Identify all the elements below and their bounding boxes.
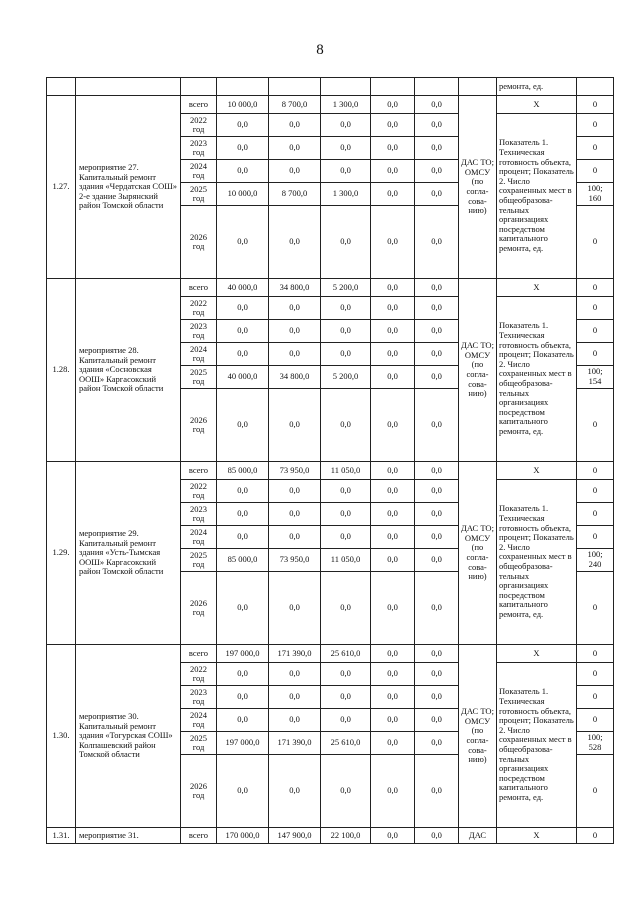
header-cell (217, 78, 269, 96)
indicator-value-cell: 0 (577, 96, 614, 114)
indicator-value-cell: 0 (577, 462, 614, 480)
value-cell: 0,0 (371, 645, 415, 663)
value-cell: 0,0 (269, 160, 321, 183)
value-cell: 0,0 (321, 755, 371, 828)
value-cell: 197 000,0 (217, 645, 269, 663)
measure-index: 1.29. (47, 462, 76, 645)
value-cell: 73 950,0 (269, 462, 321, 480)
indicator-value-cell: 0 (577, 160, 614, 183)
value-cell: 0,0 (321, 320, 371, 343)
value-cell: 0,0 (415, 732, 459, 755)
value-cell: 0,0 (371, 686, 415, 709)
value-cell: 171 390,0 (269, 645, 321, 663)
year-label: 2026 год (181, 755, 217, 828)
value-cell: 0,0 (371, 343, 415, 366)
value-cell: 11 050,0 (321, 462, 371, 480)
indicator-value-cell: 0 (577, 663, 614, 686)
value-cell: 0,0 (415, 366, 459, 389)
year-label: 2026 год (181, 572, 217, 645)
header-cell (269, 78, 321, 96)
value-cell: 0,0 (321, 343, 371, 366)
value-cell: 0,0 (269, 297, 321, 320)
value-cell: 0,0 (415, 645, 459, 663)
value-cell: 10 000,0 (217, 183, 269, 206)
value-cell: 0,0 (415, 206, 459, 279)
value-cell: 0,0 (415, 297, 459, 320)
value-cell: 147 900,0 (269, 828, 321, 844)
indicator-value-cell: 0 (577, 480, 614, 503)
value-cell: 0,0 (321, 503, 371, 526)
value-cell: 0,0 (217, 572, 269, 645)
value-cell: 0,0 (415, 828, 459, 844)
responsible-cell: ДАС ТО; ОМСУ (по согла-сова-нию) (459, 462, 497, 645)
value-cell: 0,0 (415, 709, 459, 732)
value-cell: 0,0 (321, 686, 371, 709)
value-cell: 0,0 (269, 389, 321, 462)
value-cell: 0,0 (371, 828, 415, 844)
responsible-cell: ДАС ТО; ОМСУ (по согла-сова-нию) (459, 96, 497, 279)
value-cell: 0,0 (217, 389, 269, 462)
responsible-cell: ДАС ТО; ОМСУ (по согла-сова-нию) (459, 279, 497, 462)
table-row (47, 279, 614, 297)
value-cell: 171 390,0 (269, 732, 321, 755)
table-row (47, 645, 614, 663)
value-cell: 0,0 (217, 663, 269, 686)
value-cell: 0,0 (217, 503, 269, 526)
indicator-value-cell: 100; 528 (577, 732, 614, 755)
value-cell: 0,0 (371, 480, 415, 503)
indicator-value-cell: 100; 154 (577, 366, 614, 389)
year-label: 2022 год (181, 480, 217, 503)
indicator-value-cell: 0 (577, 114, 614, 137)
value-cell: 0,0 (371, 279, 415, 297)
year-label: 2024 год (181, 709, 217, 732)
target-cell: Х (497, 96, 577, 114)
value-cell: 0,0 (217, 320, 269, 343)
table-row (47, 96, 614, 114)
indicator-value-cell: 0 (577, 686, 614, 709)
total-label: всего (181, 828, 217, 844)
value-cell: 0,0 (415, 462, 459, 480)
value-cell: 197 000,0 (217, 732, 269, 755)
year-label: 2023 год (181, 320, 217, 343)
page-number: 8 (316, 42, 324, 58)
indicator-value-cell: 0 (577, 526, 614, 549)
header-cell (371, 78, 415, 96)
budget-table (46, 77, 614, 844)
value-cell: 0,0 (371, 549, 415, 572)
header-cell (321, 78, 371, 96)
target-cell: Х (497, 828, 577, 844)
value-cell: 0,0 (217, 206, 269, 279)
year-label: 2024 год (181, 160, 217, 183)
value-cell: 0,0 (321, 137, 371, 160)
year-label: 2024 год (181, 343, 217, 366)
year-label: 2025 год (181, 183, 217, 206)
target-cell: Х (497, 645, 577, 663)
responsible-cell: ДАС ТО; ОМСУ (по согла-сова-нию) (459, 645, 497, 828)
indicator-cell: Показатель 1. Техническая готовность объекта, процент; Показатель 2. Число сохраненных мест в общеобразова-тельных организациях посредством капитального ремонта, ед. (497, 114, 577, 279)
value-cell: 0,0 (371, 526, 415, 549)
indicator-value-cell: 100; 160 (577, 183, 614, 206)
value-cell: 0,0 (217, 297, 269, 320)
value-cell: 0,0 (269, 686, 321, 709)
value-cell: 22 100,0 (321, 828, 371, 844)
header-cell (76, 78, 181, 96)
value-cell: 0,0 (269, 709, 321, 732)
value-cell: 0,0 (269, 114, 321, 137)
value-cell: 0,0 (217, 686, 269, 709)
value-cell: 0,0 (217, 343, 269, 366)
year-label: 2025 год (181, 732, 217, 755)
header-continuation-row (47, 78, 614, 96)
value-cell: 0,0 (371, 389, 415, 462)
value-cell: 11 050,0 (321, 549, 371, 572)
indicator-value-cell: 0 (577, 297, 614, 320)
value-cell: 0,0 (415, 389, 459, 462)
indicator-cell: Показатель 1. Техническая готовность объекта, процент; Показатель 2. Число сохраненных мест в общеобразова-тельных организациях посредством капитального ремонта, ед. (497, 297, 577, 462)
value-cell: 0,0 (321, 114, 371, 137)
value-cell: 0,0 (371, 709, 415, 732)
indicator-value-cell: 100; 240 (577, 549, 614, 572)
value-cell: 0,0 (321, 389, 371, 462)
value-cell: 0,0 (269, 755, 321, 828)
value-cell: 5 200,0 (321, 366, 371, 389)
value-cell: 10 000,0 (217, 96, 269, 114)
value-cell: 0,0 (269, 572, 321, 645)
value-cell: 0,0 (269, 320, 321, 343)
measure-name: мероприятие 28. Капитальный ремонт здания «Сосновская ООШ» Каргасокский район Томской области (76, 279, 181, 462)
value-cell: 0,0 (321, 572, 371, 645)
value-cell: 0,0 (321, 297, 371, 320)
value-cell: 0,0 (269, 343, 321, 366)
header-cell (577, 78, 614, 96)
value-cell: 0,0 (371, 366, 415, 389)
value-cell: 0,0 (415, 549, 459, 572)
value-cell: 0,0 (415, 160, 459, 183)
value-cell: 0,0 (217, 755, 269, 828)
year-label: 2022 год (181, 114, 217, 137)
value-cell: 1 300,0 (321, 183, 371, 206)
target-cell: Х (497, 279, 577, 297)
value-cell: 0,0 (415, 183, 459, 206)
indicator-value-cell: 0 (577, 320, 614, 343)
value-cell: 85 000,0 (217, 549, 269, 572)
value-cell: 0,0 (415, 480, 459, 503)
indicator-tail-cell: ремонта, ед. (497, 78, 577, 96)
indicator-value-cell: 0 (577, 206, 614, 279)
header-cell (459, 78, 497, 96)
value-cell: 0,0 (217, 114, 269, 137)
value-cell: 0,0 (321, 480, 371, 503)
indicator-value-cell: 0 (577, 279, 614, 297)
table-row (47, 828, 614, 844)
total-label: всего (181, 96, 217, 114)
value-cell: 0,0 (371, 755, 415, 828)
indicator-value-cell: 0 (577, 572, 614, 645)
total-label: всего (181, 462, 217, 480)
measure-index: 1.28. (47, 279, 76, 462)
value-cell: 34 800,0 (269, 279, 321, 297)
indicator-value-cell: 0 (577, 343, 614, 366)
measure-index: 1.30. (47, 645, 76, 828)
value-cell: 0,0 (415, 96, 459, 114)
value-cell: 1 300,0 (321, 96, 371, 114)
measure-name: мероприятие 30. Капитальный ремонт здания «Тогурская СОШ» Колпашевский район Томской области (76, 645, 181, 828)
indicator-value-cell: 0 (577, 755, 614, 828)
value-cell: 0,0 (415, 755, 459, 828)
value-cell: 0,0 (321, 160, 371, 183)
value-cell: 0,0 (269, 503, 321, 526)
value-cell: 0,0 (269, 206, 321, 279)
value-cell: 0,0 (415, 663, 459, 686)
value-cell: 0,0 (371, 96, 415, 114)
value-cell: 0,0 (217, 160, 269, 183)
indicator-value-cell: 0 (577, 137, 614, 160)
indicator-value-cell: 0 (577, 709, 614, 732)
year-label: 2026 год (181, 389, 217, 462)
indicator-cell: Показатель 1. Техническая готовность объекта, процент; Показатель 2. Число сохраненных мест в общеобразова-тельных организациях посредством капитального ремонта, ед. (497, 480, 577, 645)
target-cell: Х (497, 462, 577, 480)
indicator-value-cell: 0 (577, 645, 614, 663)
measure-index: 1.31. (47, 828, 76, 844)
value-cell: 85 000,0 (217, 462, 269, 480)
value-cell: 0,0 (321, 526, 371, 549)
year-label: 2023 год (181, 686, 217, 709)
year-label: 2023 год (181, 503, 217, 526)
value-cell: 8 700,0 (269, 96, 321, 114)
value-cell: 0,0 (415, 320, 459, 343)
value-cell: 25 610,0 (321, 645, 371, 663)
value-cell: 0,0 (321, 206, 371, 279)
value-cell: 0,0 (415, 686, 459, 709)
value-cell: 0,0 (371, 663, 415, 686)
value-cell: 0,0 (217, 709, 269, 732)
value-cell: 0,0 (415, 343, 459, 366)
responsible-cell: ДАС (459, 828, 497, 844)
value-cell: 0,0 (269, 480, 321, 503)
value-cell: 0,0 (415, 137, 459, 160)
value-cell: 40 000,0 (217, 279, 269, 297)
value-cell: 0,0 (371, 572, 415, 645)
total-label: всего (181, 645, 217, 663)
value-cell: 0,0 (415, 114, 459, 137)
measure-index: 1.27. (47, 96, 76, 279)
value-cell: 170 000,0 (217, 828, 269, 844)
year-label: 2022 год (181, 297, 217, 320)
value-cell: 0,0 (217, 480, 269, 503)
value-cell: 0,0 (371, 137, 415, 160)
value-cell: 0,0 (415, 572, 459, 645)
measure-name: мероприятие 27. Капитальный ремонт здания «Чердатская СОШ» 2-е здание Зырянский район Томской области (76, 96, 181, 279)
value-cell: 0,0 (217, 137, 269, 160)
value-cell: 0,0 (269, 526, 321, 549)
value-cell: 5 200,0 (321, 279, 371, 297)
value-cell: 0,0 (371, 503, 415, 526)
value-cell: 8 700,0 (269, 183, 321, 206)
indicator-cell: Показатель 1. Техническая готовность объекта, процент; Показатель 2. Число сохраненных мест в общеобразова-тельных организациях посредством капитального ремонта, ед. (497, 663, 577, 828)
header-cell (47, 78, 76, 96)
year-label: 2026 год (181, 206, 217, 279)
value-cell: 0,0 (269, 137, 321, 160)
year-label: 2022 год (181, 663, 217, 686)
value-cell: 73 950,0 (269, 549, 321, 572)
value-cell: 0,0 (217, 526, 269, 549)
value-cell: 0,0 (415, 526, 459, 549)
table-row (47, 462, 614, 480)
measure-name: мероприятие 29. Капитальный ремонт здания «Усть-Тымская ООШ» Каргасокский район Томской области (76, 462, 181, 645)
value-cell: 0,0 (371, 206, 415, 279)
value-cell: 0,0 (321, 709, 371, 732)
indicator-value-cell: 0 (577, 828, 614, 844)
value-cell: 0,0 (371, 462, 415, 480)
value-cell: 0,0 (371, 297, 415, 320)
value-cell: 0,0 (371, 732, 415, 755)
header-cell (181, 78, 217, 96)
value-cell: 25 610,0 (321, 732, 371, 755)
indicator-value-cell: 0 (577, 389, 614, 462)
value-cell: 0,0 (321, 663, 371, 686)
header-cell (415, 78, 459, 96)
value-cell: 0,0 (269, 663, 321, 686)
value-cell: 0,0 (415, 279, 459, 297)
value-cell: 0,0 (371, 160, 415, 183)
value-cell: 34 800,0 (269, 366, 321, 389)
value-cell: 0,0 (371, 320, 415, 343)
year-label: 2024 год (181, 526, 217, 549)
year-label: 2025 год (181, 549, 217, 572)
year-label: 2023 год (181, 137, 217, 160)
value-cell: 0,0 (415, 503, 459, 526)
value-cell: 0,0 (371, 183, 415, 206)
total-label: всего (181, 279, 217, 297)
value-cell: 0,0 (371, 114, 415, 137)
year-label: 2025 год (181, 366, 217, 389)
indicator-value-cell: 0 (577, 503, 614, 526)
measure-name: мероприятие 31. (76, 828, 181, 844)
value-cell: 40 000,0 (217, 366, 269, 389)
